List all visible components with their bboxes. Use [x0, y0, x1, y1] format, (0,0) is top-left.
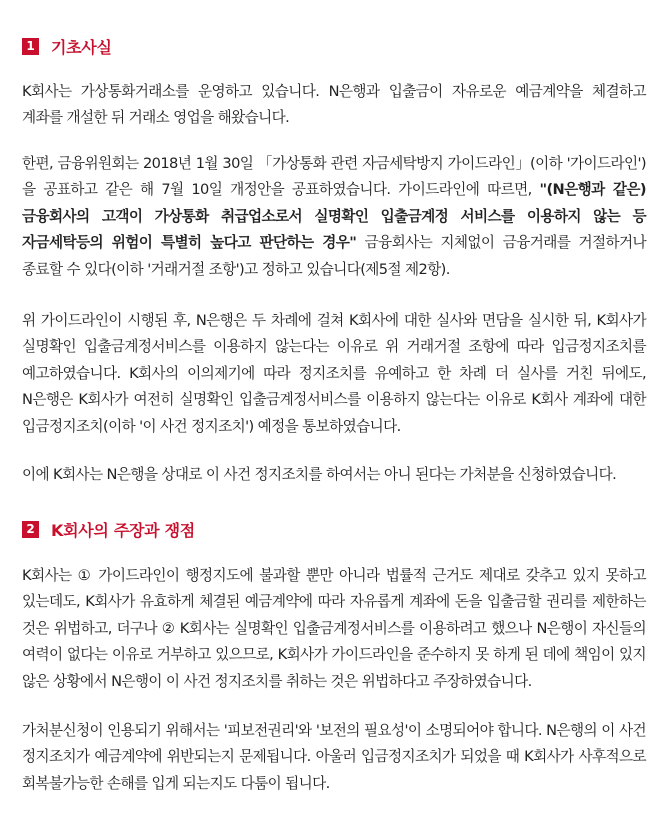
section-heading-claims-issues: [22, 518, 195, 540]
paragraph-injunction-application: 이에 K회사는 N은행을 상대로 이 사건 정지조치를 하여서는 아니 된다는 가처분을 신청하였습니다.: [22, 466, 617, 483]
section-number-badge: 1: [22, 38, 39, 55]
paragraph-company-overview: K회사는 가상통화거래소를 운영하고 있습니다. N은행과 입출금이 자유로운 예금계약을 체결하고 계좌를 개설한 뒤 거래소 영업을 해왔습니다.: [22, 83, 646, 127]
guideline-text-before: 한편, 금융위원회는 2018년 1월 30일 「가상통화 관련 자금세탁방지 가이드라인」(이하 '가이드라인')을 공표하고 같은 해 7월 10일 개정안을 공표하였습니다. 가이드라인에 따르면,: [22, 155, 646, 199]
paragraph-issues: 가처분신청이 인용되기 위해서는 '피보전권리'와 '보전의 필요성'이 소명되어야 합니다. N은행의 이 사건 정지조치가 예금계약에 위반되는지 문제됩니다. 아울러 입금정지조치가 되었을 때 K회사가 사후적으로 회복불가능한 손해를 입게 되는지도 다툼이 됩니다.: [22, 722, 647, 792]
guideline-text-after: 금융회사는 지체없이 금융거래를 거절하거나 종료할 수 있다(이하 '거래거절 조항')고 정하고 있습니다(제5절 제2항).: [22, 234, 646, 278]
paragraph-company-claims: K회사는 ① 가이드라인이 행정지도에 불과할 뿐만 아니라 법률적 근거도 제대로 갖추고 있지 못하고 있는데도, K회사가 유효하게 체결된 예금계약에 따라 자유롭게 계좌에 돈을 입출금할 권리를 제한하는 것은 위법하고, 더구나 ② K회사는 실명확인 입출금계정서비스를 이용하려고 했으나 N은행이 자신들의 여력이 없다는 이유로 거부하고 있으므로, K회사가 가이드라인을 준수하지 못 하게 된 데에 책임이 있지 않은 상황에서 N은행이 이 사건 정지조치를 취하는 것은 위법하다고 주장하였습니다.: [22, 567, 646, 690]
section-title: 기초사실: [51, 37, 112, 57]
paragraph-suspension-notice: 위 가이드라인이 시행된 후, N은행은 두 차례에 걸쳐 K회사에 대한 실사와 면담을 실시한 뒤, K회사가 실명확인 입출금계정서비스를 이용하지 않는다는 이유로 위 거래거절 조항에 따라 입금정지조치를 예고하였습니다. K회사의 이의제기에 따라 정지조치를 유예하고 한 차례 더 실사를 거친 뒤에도, N은행은 K회사가 여전히 실명확인 입출금계정서비스를 이용하지 않는다는 이유로 K회사 계좌에 대한 입금정지조치(이하 '이 사건 정지조치') 예정을 통보하였습니다.: [22, 312, 646, 435]
guideline-quote-bold: "(N은행과 같은) 금융회사의 고객이 가상통화 취급업소로서 실명확인 입출금계정 서비스를 이용하지 않는 등 자금세탁등의 위험이 특별히 높다고 판단하는 경우": [22, 181, 646, 252]
section-title: K회사의 주장과 쟁점: [51, 520, 195, 540]
section-number-badge: 2: [22, 521, 39, 538]
paragraph-guideline: [22, 151, 646, 283]
section-heading-basic-facts: [22, 35, 112, 57]
